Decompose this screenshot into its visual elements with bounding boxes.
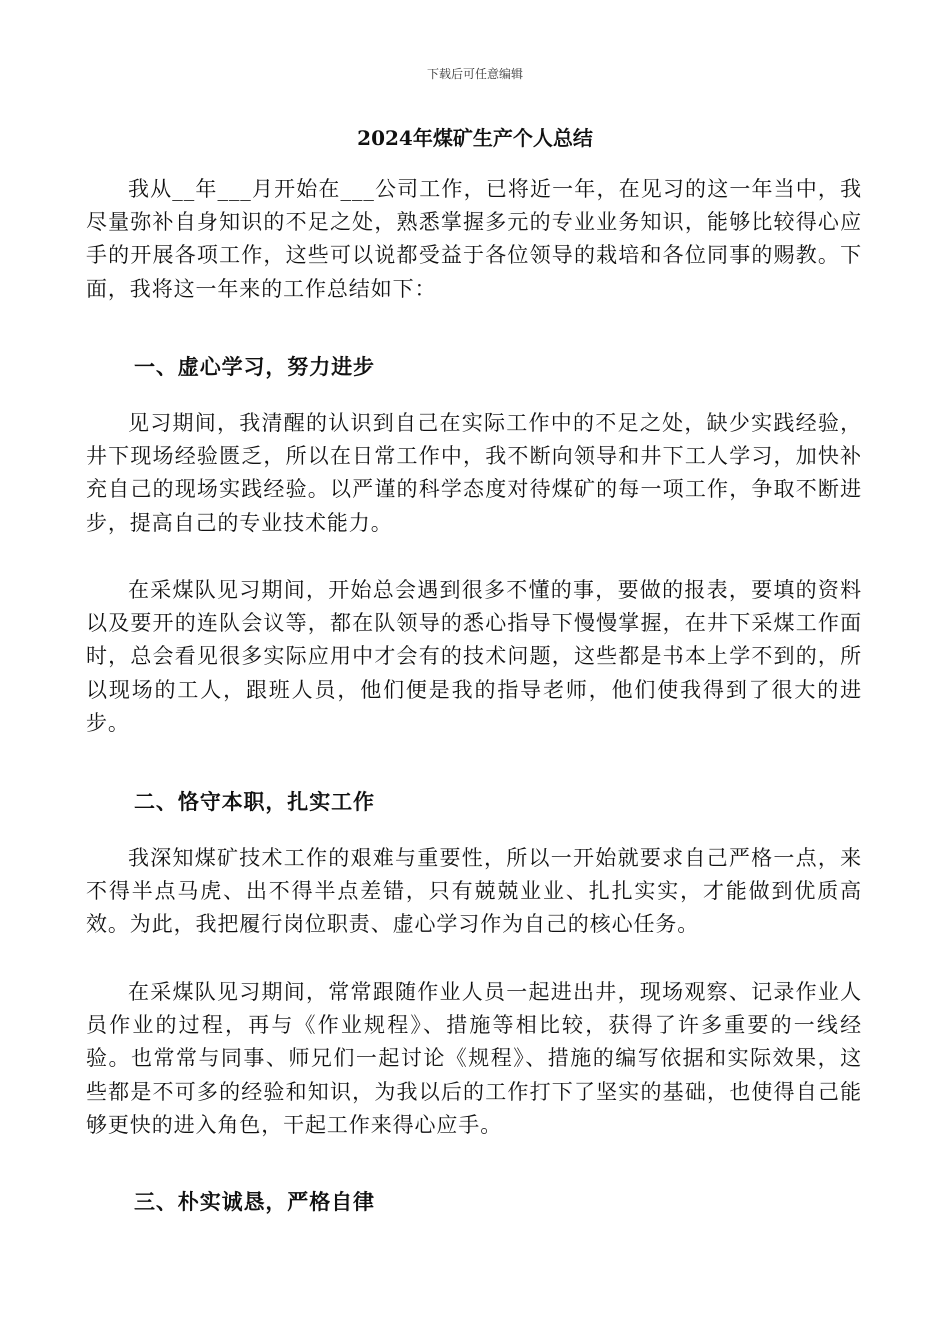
header-note: 下载后可任意编辑: [426, 67, 523, 81]
intro-paragraph: 我从__年___月开始在___公司工作，已将近一年，在见习的这一年当中，我尽量弥补自身知识的不足之处，熟悉掌握多元的专业业务知识，能够比较得心应手的开展各项工作，这些可以说都受益于各位领导的栽培和各位同事的赐教。下面，我将这一年来的工作总结如下：: [86, 177, 862, 301]
section-1-paragraph-1: 见习期间，我清醒的认识到自己在实际工作中的不足之处，缺少实践经验，井下现场经验匮乏，所以在日常工作中，我不断向领导和井下工人学习，加快补充自己的现场实践经验。以严谨的科学态度对待煤矿的每一项工作，争取不断进步，提高自己的专业技术能力。: [86, 411, 862, 535]
section-2-paragraph-1: 我深知煤矿技术工作的艰难与重要性，所以一开始就要求自己严格一点，来不得半点马虎、出不得半点差错，只有兢兢业业、扎扎实实，才能做到优质高效。为此，我把履行岗位职责、虚心学习作为自己的核心任务。: [86, 846, 862, 937]
section-2-paragraph-2: 在采煤队见习期间，常常跟随作业人员一起进出井，现场观察、记录作业人员作业的过程，再与《作业规程》、措施等相比较，获得了许多重要的一线经验。也常常与同事、师兄们一起讨论《规程》、措施的编写依据和实际效果，这些都是不可多的经验和知识，为我以后的工作打下了坚实的基础，也使得自己能够更快的进入角色，干起工作来得心应手。: [86, 980, 862, 1137]
section-heading-1: 一、虚心学习，努力进步: [134, 354, 375, 379]
section-heading-2: 二、恪守本职，扎实工作: [134, 789, 375, 814]
section-heading-3: 三、朴实诚恳，严格自律: [134, 1189, 375, 1214]
document-title: 2024年煤矿生产个人总结: [357, 126, 593, 150]
section-1-paragraph-2: 在采煤队见习期间，开始总会遇到很多不懂的事，要做的报表，要填的资料以及要开的连队会议等，都在队领导的悉心指导下慢慢掌握，在井下采煤工作面时，总会看见很多实际应用中才会有的技术问题，这些都是书本上学不到的，所以现场的工人，跟班人员，他们便是我的指导老师，他们使我得到了很大的进步。: [86, 578, 862, 735]
